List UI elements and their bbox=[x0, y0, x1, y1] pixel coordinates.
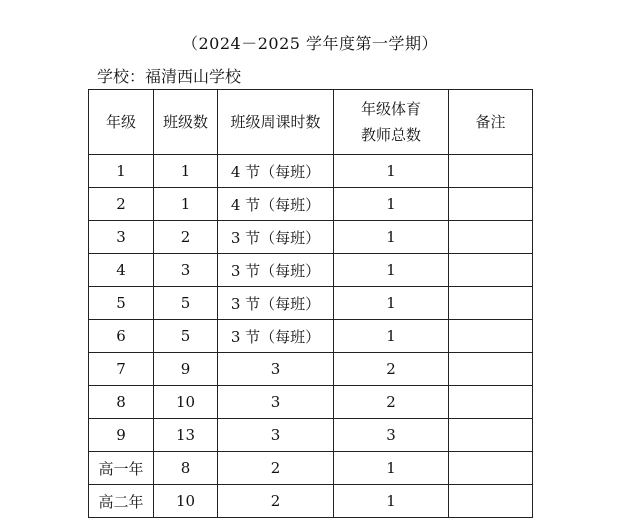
table-row bbox=[89, 155, 533, 188]
cell-notes bbox=[449, 320, 533, 353]
cell-class-count: 3 bbox=[154, 254, 218, 287]
header-notes: 备注 bbox=[449, 90, 533, 155]
table-row bbox=[89, 287, 533, 320]
cell-grade: 4 bbox=[89, 254, 154, 287]
cell-weekly-hours: 3 节（每班） bbox=[218, 320, 334, 353]
cell-grade: 高二年 bbox=[89, 485, 154, 518]
document-subtitle: （2024－2025 学年度第一学期） bbox=[181, 34, 439, 53]
cell-weekly-hours: 3 节（每班） bbox=[218, 221, 334, 254]
cell-class-count: 2 bbox=[154, 221, 218, 254]
pe-class-table bbox=[88, 89, 533, 518]
cell-weekly-hours: 3 bbox=[218, 419, 334, 452]
cell-weekly-hours: 4 节（每班） bbox=[218, 188, 334, 221]
header-weekly-hours: 班级周课时数 bbox=[218, 90, 334, 155]
header-pe-teachers-line1: 年级体育 bbox=[360, 100, 421, 118]
cell-grade: 8 bbox=[89, 386, 154, 419]
table-row bbox=[89, 254, 533, 287]
cell-pe-teachers: 1 bbox=[334, 221, 449, 254]
cell-class-count: 13 bbox=[154, 419, 218, 452]
table-header bbox=[89, 90, 533, 155]
cell-notes bbox=[449, 386, 533, 419]
cell-class-count: 1 bbox=[154, 188, 218, 221]
header-class-count: 班级数 bbox=[154, 90, 218, 155]
cell-weekly-hours: 2 bbox=[218, 452, 334, 485]
cell-grade: 高一年 bbox=[89, 452, 154, 485]
cell-notes bbox=[449, 485, 533, 518]
cell-weekly-hours: 4 节（每班） bbox=[218, 155, 334, 188]
table-row bbox=[89, 353, 533, 386]
cell-weekly-hours: 3 节（每班） bbox=[218, 287, 334, 320]
cell-notes bbox=[449, 452, 533, 485]
table-row bbox=[89, 485, 533, 518]
table-row bbox=[89, 221, 533, 254]
cell-notes bbox=[449, 287, 533, 320]
cell-notes bbox=[449, 188, 533, 221]
table-row bbox=[89, 320, 533, 353]
cell-pe-teachers: 1 bbox=[334, 254, 449, 287]
table-body bbox=[89, 155, 533, 518]
cell-pe-teachers: 1 bbox=[334, 485, 449, 518]
cell-grade: 7 bbox=[89, 353, 154, 386]
cell-grade: 5 bbox=[89, 287, 154, 320]
cell-grade: 2 bbox=[89, 188, 154, 221]
cell-pe-teachers: 2 bbox=[334, 386, 449, 419]
cell-grade: 3 bbox=[89, 221, 154, 254]
cell-grade: 9 bbox=[89, 419, 154, 452]
table-row bbox=[89, 452, 533, 485]
cell-pe-teachers: 1 bbox=[334, 452, 449, 485]
table-row bbox=[89, 188, 533, 221]
cell-weekly-hours: 3 bbox=[218, 353, 334, 386]
cell-pe-teachers: 2 bbox=[334, 353, 449, 386]
cell-notes bbox=[449, 353, 533, 386]
cell-class-count: 5 bbox=[154, 287, 218, 320]
header-row bbox=[89, 90, 533, 155]
cell-weekly-hours: 3 节（每班） bbox=[218, 254, 334, 287]
cell-pe-teachers: 1 bbox=[334, 320, 449, 353]
cell-class-count: 8 bbox=[154, 452, 218, 485]
table-row bbox=[89, 419, 533, 452]
cell-notes bbox=[449, 155, 533, 188]
cell-weekly-hours: 3 bbox=[218, 386, 334, 419]
cell-pe-teachers: 1 bbox=[334, 188, 449, 221]
cell-pe-teachers: 3 bbox=[334, 419, 449, 452]
cell-grade: 6 bbox=[89, 320, 154, 353]
header-grade: 年级 bbox=[89, 90, 154, 155]
cell-weekly-hours: 2 bbox=[218, 485, 334, 518]
cell-class-count: 10 bbox=[154, 485, 218, 518]
table-row bbox=[89, 386, 533, 419]
cell-class-count: 5 bbox=[154, 320, 218, 353]
cell-pe-teachers: 1 bbox=[334, 155, 449, 188]
cell-grade: 1 bbox=[89, 155, 154, 188]
school-label: 学校：福清西山学校 bbox=[97, 67, 242, 86]
cell-class-count: 9 bbox=[154, 353, 218, 386]
header-pe-teachers-line2: 教师总数 bbox=[360, 126, 421, 144]
header-pe-teachers bbox=[334, 90, 449, 155]
cell-notes bbox=[449, 419, 533, 452]
cell-class-count: 1 bbox=[154, 155, 218, 188]
cell-notes bbox=[449, 221, 533, 254]
cell-class-count: 10 bbox=[154, 386, 218, 419]
cell-notes bbox=[449, 254, 533, 287]
cell-pe-teachers: 1 bbox=[334, 287, 449, 320]
